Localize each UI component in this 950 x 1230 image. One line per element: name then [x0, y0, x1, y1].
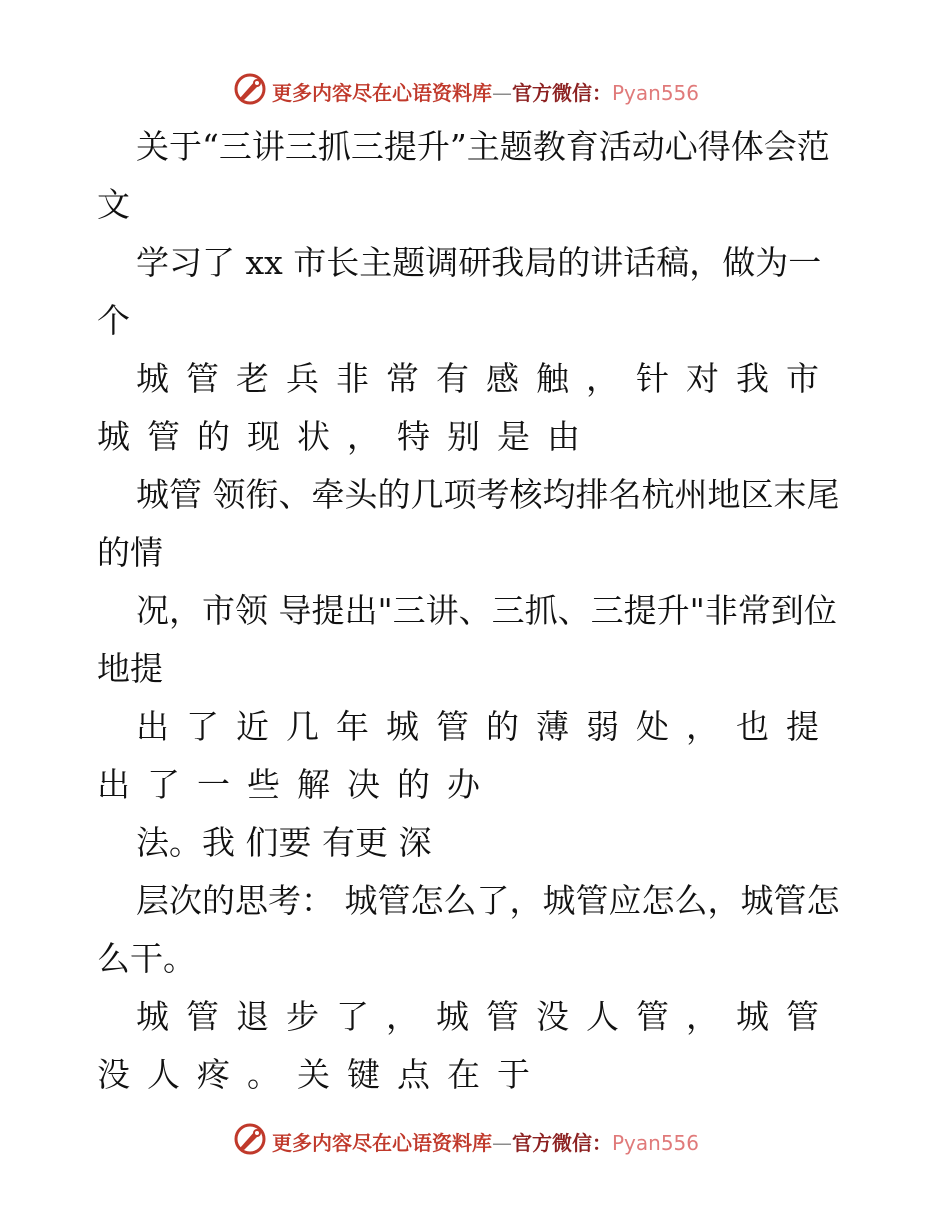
banner-site-name: 更多内容尽在心语资料库 — [272, 81, 492, 105]
paragraph: 况，市领 导提出"三讲、三抓、三提升"非常到位地提 — [97, 591, 837, 688]
paragraph: 城管退步了，城管没人管，城管没人疼。关键点在于 — [97, 997, 836, 1094]
banner-wechat-label: 官方微信： — [512, 81, 612, 105]
pen-seal-logo-icon — [233, 1122, 267, 1156]
header-banner — [0, 70, 950, 110]
paragraph: 法。我 们要 有更 深 — [136, 823, 432, 862]
paragraph: 城管老兵非常有感触，针对我市城管的现状，特别是由 — [97, 359, 836, 456]
paragraph: 城管 领衔、牵头的几项考核均排名杭州地区末尾的情 — [97, 475, 840, 572]
footer-banner — [0, 1120, 950, 1160]
document-title: 关于“三讲三抓三提升”主题教育活动心得体会范文 — [97, 127, 830, 224]
paragraph: 学习了 xx 市长主题调研我局的讲话稿，做为一 个 — [97, 243, 822, 340]
banner-dash: — — [492, 81, 512, 105]
paragraph: 层次的思考： 城管怎么了，城管应怎么，城管怎么干。 — [97, 881, 840, 978]
banner-site-name: 更多内容尽在心语资料库 — [272, 1131, 492, 1155]
paragraph: 出了近几年城管的薄弱处，也提出了一些解决的办 — [97, 707, 836, 804]
pen-seal-logo-icon — [233, 72, 267, 106]
banner-wechat-id: Pyan556 — [612, 81, 700, 105]
header-banner-text — [272, 77, 699, 106]
footer-banner-text — [272, 1127, 699, 1156]
banner-wechat-label: 官方微信： — [512, 1131, 612, 1155]
document-body — [97, 118, 857, 1104]
banner-dash: — — [492, 1131, 512, 1155]
banner-wechat-id: Pyan556 — [612, 1131, 700, 1155]
